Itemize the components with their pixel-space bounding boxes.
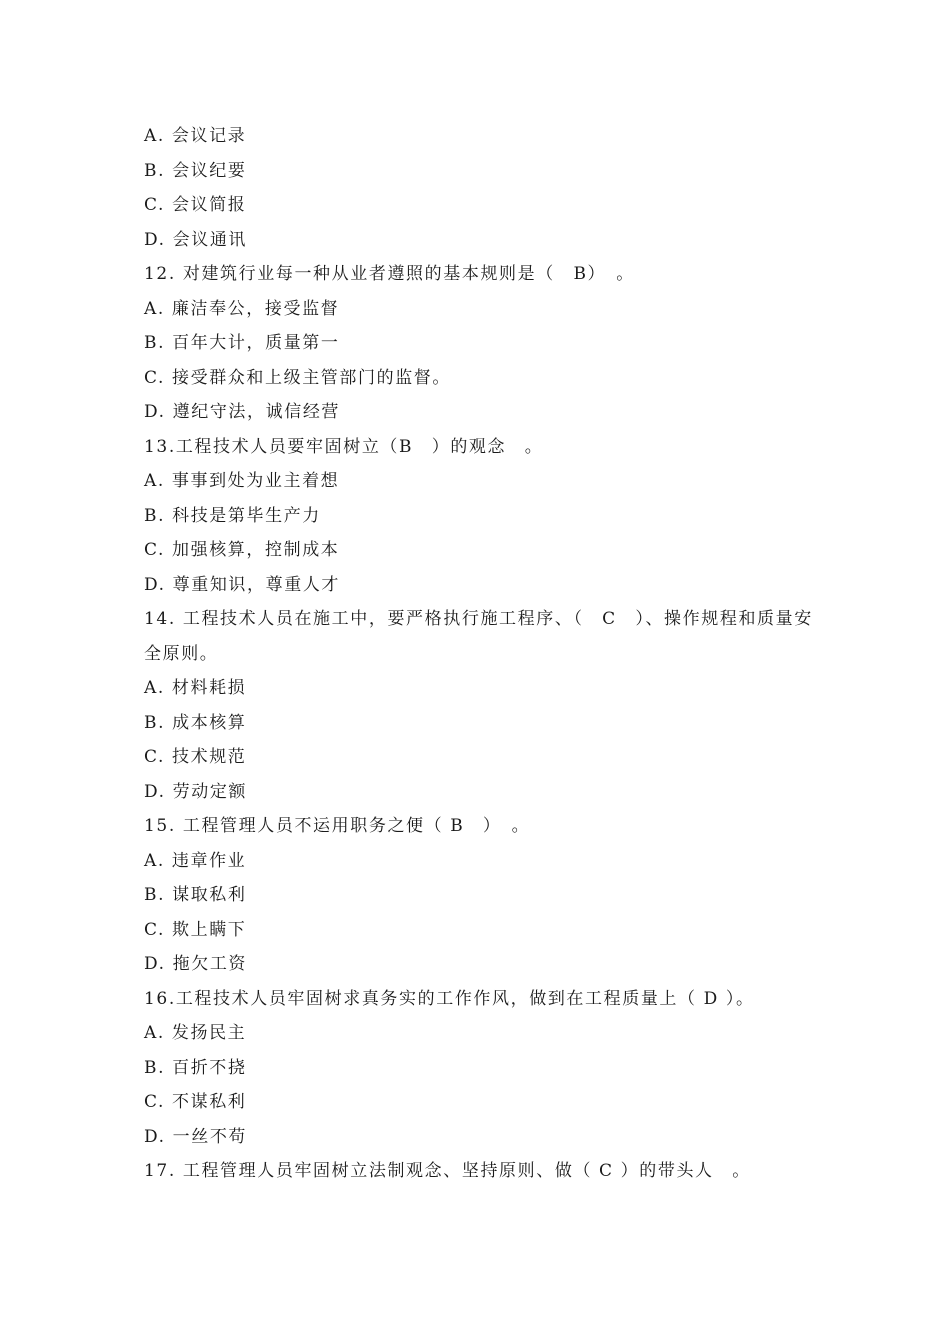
option-line: A. 会议记录 [144, 126, 247, 146]
option-line: C. 不谋私利 [144, 1092, 247, 1112]
option-line: D. 拖欠工资 [144, 954, 248, 974]
question-16: 16.工程技术人员牢固树求真务实的工作作风，做到在工程质量上（ D ）。 [144, 988, 755, 1009]
option-line: D. 遵纪守法，诚信经营 [144, 402, 341, 422]
option-line: C. 加强核算，控制成本 [144, 540, 340, 560]
option-line: C. 技术规范 [144, 747, 247, 767]
option-line: B. 科技是第毕生产力 [144, 505, 321, 526]
question-17: 17. 工程管理人员牢固树立法制观念、坚持原则、做（ C ）的带头人 。 [144, 1161, 751, 1181]
option-line: D. 尊重知识，尊重人才 [144, 574, 341, 595]
option-line: B. 百年大计，质量第一 [144, 333, 340, 353]
option-line: A. 事事到处为业主着想 [144, 471, 340, 491]
question-14: 14. 工程技术人员在施工中，要严格执行施工程序、（ C ）、操作规程和质量安全原则。 [144, 609, 813, 664]
option-line: B. 谋取私利 [144, 885, 247, 905]
option-line: D. 一丝不苟 [144, 1126, 248, 1147]
question-15: 15. 工程管理人员不运用职务之便（ B ） 。 [144, 816, 531, 836]
option-line: D. 会议通讯 [144, 229, 248, 250]
option-line: C. 欺上瞒下 [144, 919, 247, 940]
option-line: B. 会议纪要 [144, 160, 247, 181]
option-line: A. 违章作业 [144, 850, 247, 871]
question-list [144, 119, 824, 1189]
option-line: C. 接受群众和上级主管部门的监督。 [144, 367, 452, 388]
question-13: 13.工程技术人员要牢固树立（B ）的观念 。 [144, 436, 544, 457]
option-line: B. 成本核算 [144, 712, 247, 733]
option-line: C. 会议简报 [144, 195, 247, 215]
option-line: B. 百折不挠 [144, 1057, 247, 1078]
option-line: A. 发扬民主 [144, 1023, 247, 1043]
question-12: 12. 对建筑行业每一种从业者遵照的基本规则是（ B） 。 [144, 264, 635, 284]
option-line: D. 劳动定额 [144, 781, 248, 802]
option-line: A. 廉洁奉公，接受监督 [144, 298, 340, 319]
option-line: A. 材料耗损 [144, 678, 247, 698]
